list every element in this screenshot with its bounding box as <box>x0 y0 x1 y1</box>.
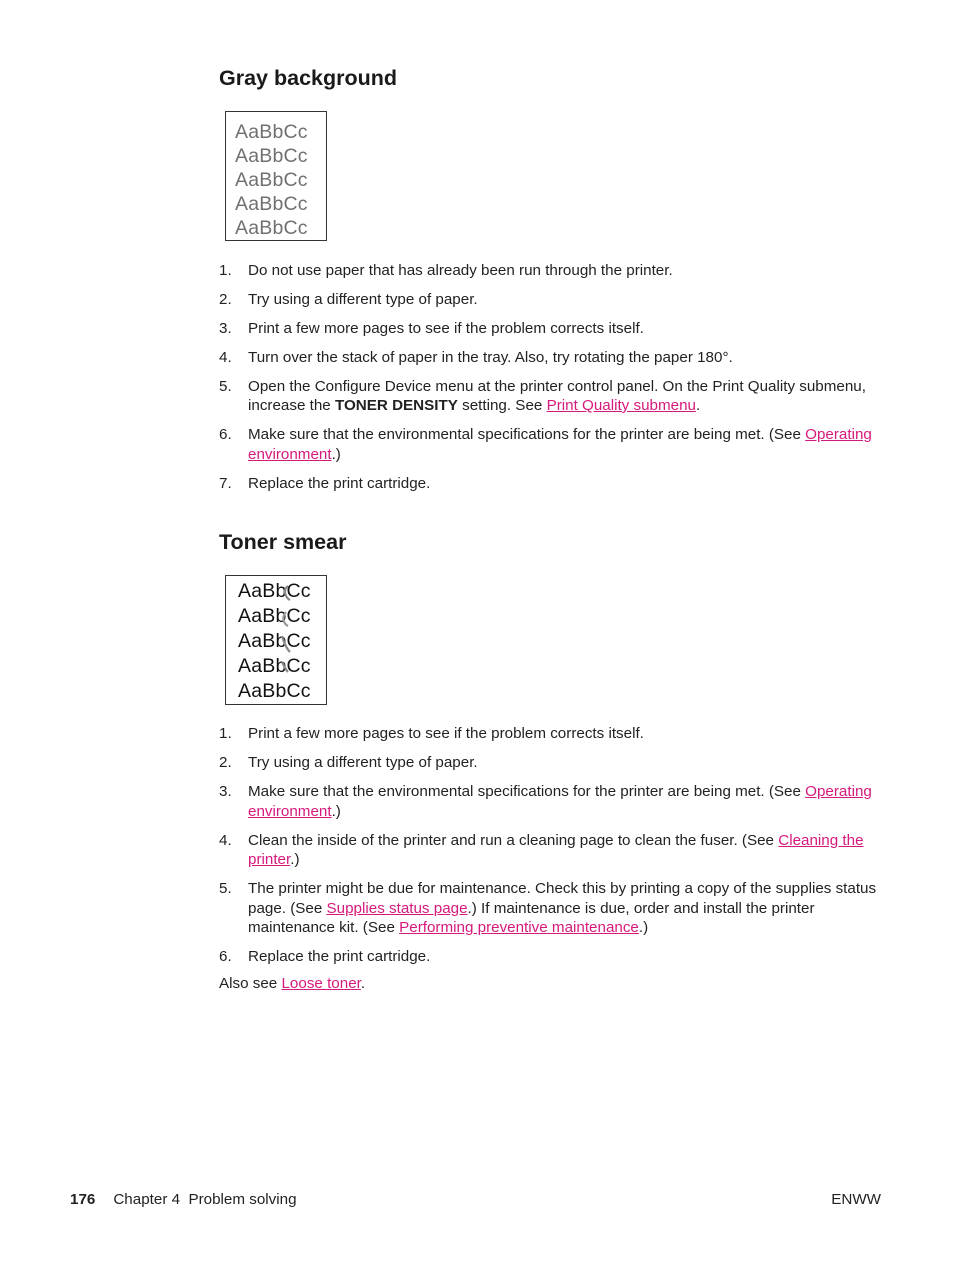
step-text: .) If maintenance is due, order and install the printer maintenance kit. (See <box>248 899 815 936</box>
list-item <box>219 425 879 464</box>
step-number: 3. <box>219 783 232 800</box>
also-see-suffix: . <box>360 975 366 992</box>
gray-background-heading: Gray background <box>219 66 398 90</box>
step-text: Make sure that the environmental specifications for the printer are being met. (See <box>248 783 806 800</box>
step-text: Try using a different type of paper. <box>248 754 478 771</box>
step-number: 6. <box>219 426 232 443</box>
step-number: 5. <box>219 377 232 395</box>
list-item <box>219 319 879 339</box>
list-item <box>219 947 879 967</box>
footer-right-label: ENWW <box>831 1191 881 1208</box>
gray-background-sample-image <box>225 111 327 241</box>
step-number: 6. <box>219 948 232 965</box>
toner-density-setting: TONER DENSITY <box>334 397 458 414</box>
step-number: 5. <box>219 880 232 897</box>
step-number: 3. <box>219 319 232 337</box>
operating-environment-link[interactable]: Operating environment <box>248 426 872 463</box>
list-item <box>219 290 879 310</box>
step-text: Make sure that the environmental specifications for the printer are being met. (See <box>248 426 806 443</box>
step-text: .) <box>638 919 649 936</box>
step-text: setting. See <box>457 397 547 414</box>
list-item <box>219 724 879 744</box>
sample-line: AaBbCc <box>238 630 311 652</box>
sample-line: AaBbCc <box>235 121 308 143</box>
step-text: Print a few more pages to see if the problem corrects itself. <box>248 725 644 742</box>
step-text: Turn over the stack of paper in the tray. Also, try rotating the paper 180°. <box>248 348 733 366</box>
list-item <box>219 782 879 821</box>
chapter-title: Chapter 4 Problem solving <box>113 1191 297 1208</box>
sample-line: AaBbCc <box>235 193 308 215</box>
step-text: .) <box>290 851 300 868</box>
page-footer <box>70 1191 881 1208</box>
list-item <box>219 377 879 416</box>
step-number: 7. <box>219 474 232 492</box>
list-item <box>219 261 879 281</box>
sample-line: AaBbCc <box>235 217 308 239</box>
list-item <box>219 474 879 494</box>
step-text: Clean the inside of the printer and run a cleaning page to clean the fuser. (See <box>248 831 779 849</box>
toner-smear-heading: Toner smear <box>219 530 347 554</box>
sample-line: AaBbCc <box>238 605 311 627</box>
step-text: . <box>695 397 701 414</box>
step-number: 2. <box>219 290 232 308</box>
step-text: .) <box>331 445 341 463</box>
step-text: Try using a different type of paper. <box>248 290 478 308</box>
print-quality-submenu-link[interactable]: Print Quality submenu <box>546 397 696 414</box>
toner-smear-marks <box>226 576 328 706</box>
step-number: 4. <box>219 831 232 849</box>
sample-line: AaBbCc <box>235 145 308 167</box>
step-number: 1. <box>219 725 232 742</box>
sample-line: AaBbCc <box>235 169 308 191</box>
loose-toner-link[interactable]: Loose toner <box>281 975 361 992</box>
page-number: 176 <box>70 1191 96 1208</box>
performing-preventive-maintenance-link[interactable]: Performing preventive maintenance <box>399 919 639 936</box>
step-text: Replace the print cartridge. <box>248 948 431 965</box>
step-number: 4. <box>219 348 232 366</box>
list-item <box>219 831 879 870</box>
step-text: Do not use paper that has already been run through the printer. <box>248 262 673 279</box>
operating-environment-link[interactable]: Operating environment <box>248 783 872 820</box>
supplies-status-page-link[interactable]: Supplies status page <box>326 899 468 917</box>
step-text: Print a few more pages to see if the problem corrects itself. <box>248 319 644 337</box>
gray-background-steps <box>219 261 879 493</box>
also-see-prefix: Also see <box>219 975 282 992</box>
list-item <box>219 348 879 368</box>
cleaning-the-printer-link[interactable]: Cleaning the printer <box>248 831 864 868</box>
step-text: Open the Configure Device menu at the printer control panel. On the Print Quality submenu, increase the <box>248 377 866 414</box>
also-see-note <box>219 974 365 994</box>
toner-smear-sample-image <box>225 575 327 705</box>
step-number: 2. <box>219 754 232 771</box>
sample-line: AaBbCc <box>238 680 311 702</box>
sample-line: AaBbCc <box>238 580 311 602</box>
toner-smear-steps <box>219 724 879 967</box>
sample-line: AaBbCc <box>238 655 311 677</box>
step-text: The printer might be due for maintenance. Check this by printing a copy of the supplies status page. (See <box>248 880 877 917</box>
step-text: .) <box>331 802 341 820</box>
list-item <box>219 879 879 938</box>
list-item <box>219 753 879 773</box>
step-text: Replace the print cartridge. <box>248 474 431 492</box>
step-number: 1. <box>219 262 232 279</box>
